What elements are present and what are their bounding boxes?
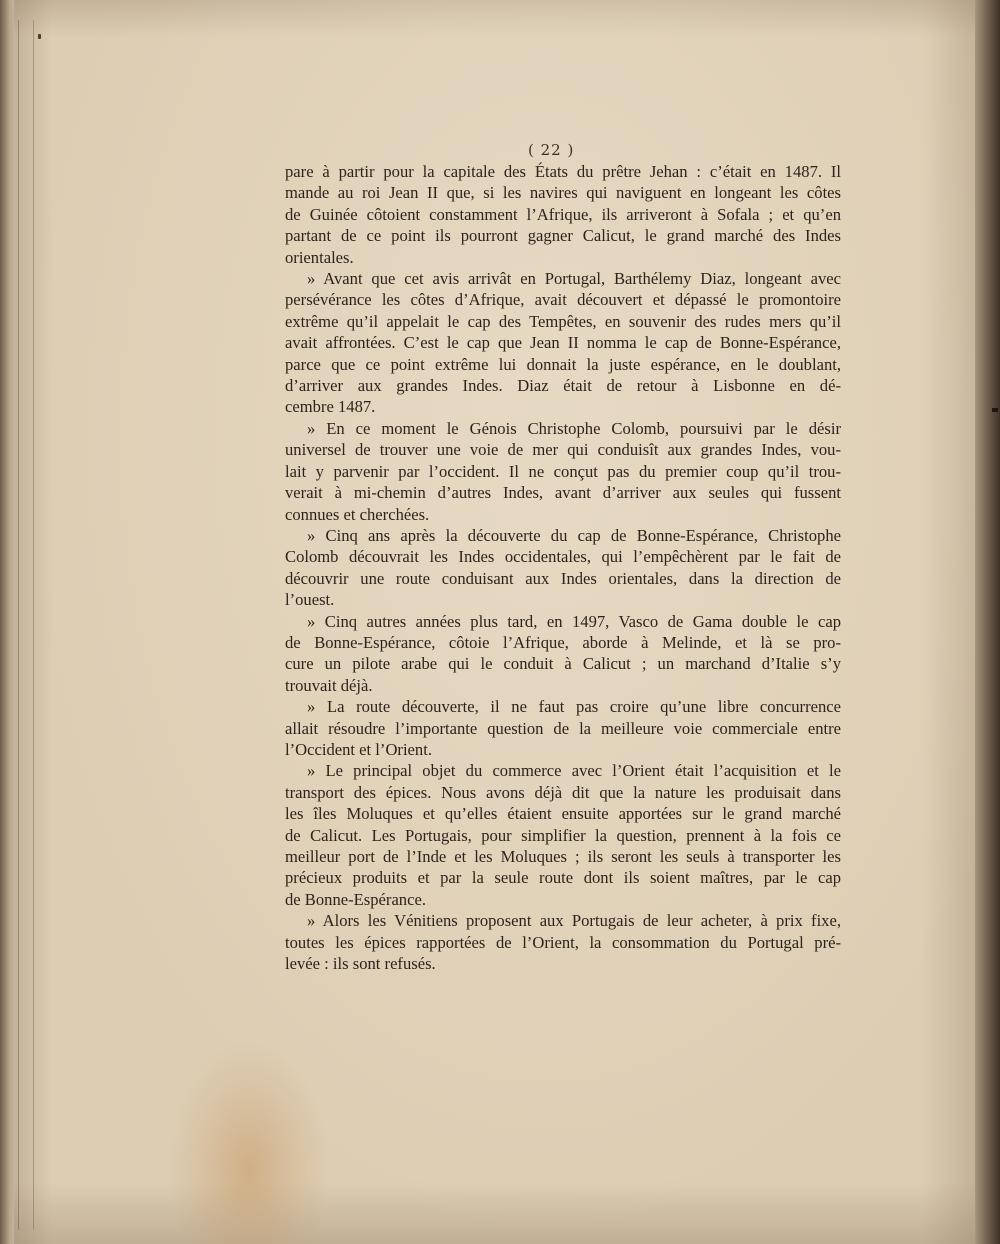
- text-line: de Bonne-Espérance.: [285, 889, 426, 909]
- text-line: parce que ce point extrême lui donnait la juste espérance, en le doublant,: [285, 354, 841, 374]
- text-line: » Avant que cet avis arrivât en Portugal, Barthélemy Diaz, longeant avec: [307, 269, 841, 289]
- text-line: connues et cherchées.: [285, 504, 430, 524]
- text-line: partant de ce point ils pourront gagner Calicut, le grand marché des Indes: [285, 226, 841, 246]
- paragraph: [285, 760, 841, 910]
- text-line: universel de trouver une voie de mer qui conduisît aux grandes Indes, vou-: [285, 440, 841, 460]
- body-text: [285, 161, 841, 974]
- text-line: l’ouest.: [285, 590, 335, 610]
- text-line: toutes les épices rapportées de l’Orient, la consommation du Portugal pré-: [285, 932, 841, 952]
- edge-ink-mark: [992, 408, 998, 412]
- text-line: de Calicut. Les Portugais, pour simplifier la question, prennent à la fois ce: [285, 825, 841, 845]
- text-line: verait à mi-chemin d’autres Indes, avant d’arriver aux seules qui fussent: [285, 483, 841, 503]
- page-right-edge: [975, 0, 1000, 1244]
- paragraph: [285, 696, 841, 760]
- text-line: » Alors les Vénitiens proposent aux Portugais de leur acheter, à prix fixe,: [307, 911, 841, 931]
- page-number: ( 22 ): [528, 141, 575, 159]
- text-line: lait y parvenir par l’occident. Il ne conçut pas du premier coup qu’il trou-: [285, 461, 841, 481]
- text-line: l’Occident et l’Orient.: [285, 739, 432, 759]
- text-line: pare à partir pour la capitale des États du prêtre Jehan : c’était en 1487. Il: [285, 162, 841, 181]
- text-line: Colomb découvrait les Indes occidentales, qui l’empêchèrent par le fait de: [285, 547, 841, 567]
- text-line: cure un pilote arabe qui le conduit à Calicut ; un marchand d’Italie s’y: [285, 654, 841, 674]
- paragraph: [285, 418, 841, 525]
- text-line: mande au roi Jean II que, si les navires qui naviguent en longeant les côtes: [285, 183, 841, 203]
- text-line: avait affrontées. C’est le cap que Jean II nomma le cap de Bonne-Espérance,: [285, 333, 841, 353]
- text-line: cembre 1487.: [285, 397, 376, 417]
- paragraph: [285, 525, 841, 611]
- margin-ink-mark: [38, 34, 41, 39]
- text-line: persévérance les côtes d’Afrique, avait découvert et dépassé le promontoire: [285, 290, 841, 310]
- text-line: découvrir une route conduisant aux Indes orientales, dans la direction de: [285, 568, 841, 588]
- text-line: allait résoudre l’importante question de la meilleure voie commerciale entre: [285, 718, 841, 738]
- text-line: de Guinée côtoient constamment l’Afrique, ils arriveront à Sofala ; et qu’en: [285, 204, 841, 224]
- text-line: » Cinq autres années plus tard, en 1497, Vasco de Gama double le cap: [307, 611, 841, 631]
- stacked-leaf-edges: [18, 20, 34, 1230]
- text-line: transport des épices. Nous avons déjà dit que la nature les produisait dans: [285, 782, 841, 802]
- text-line: d’arriver aux grandes Indes. Diaz était de retour à Lisbonne en dé-: [285, 376, 841, 396]
- text-line: levée : ils sont refusés.: [285, 954, 436, 974]
- text-line: » Le principal objet du commerce avec l’Orient était l’acquisition et le: [307, 761, 841, 781]
- text-line: orientales.: [285, 247, 354, 267]
- paragraph: [285, 268, 841, 418]
- text-line: trouvait déjà.: [285, 675, 373, 695]
- text-line: » Cinq ans après la découverte du cap de Bonne-Espérance, Christophe: [307, 525, 841, 545]
- text-line: précieux produits et par la seule route dont ils soient maîtres, par le cap: [285, 868, 841, 888]
- text-line: extrême qu’il appelait le cap des Tempêtes, en souvenir des rudes mers qu’il: [285, 311, 841, 331]
- paragraph: [285, 161, 841, 268]
- text-line: » En ce moment le Génois Christophe Colomb, poursuivi par le désir: [307, 418, 841, 438]
- text-line: de Bonne-Espérance, côtoie l’Afrique, aborde à Melinde, et là se pro-: [285, 632, 841, 652]
- text-line: » La route découverte, il ne faut pas croire qu’une libre concurrence: [307, 697, 841, 717]
- text-line: les îles Moluques et qu’elles étaient ensuite apportées sur le grand marché: [285, 804, 841, 824]
- paragraph: [285, 611, 841, 697]
- text-line: meilleur port de l’Inde et les Moluques ; ils seront les seuls à transporter les: [285, 847, 841, 866]
- paragraph: [285, 910, 841, 974]
